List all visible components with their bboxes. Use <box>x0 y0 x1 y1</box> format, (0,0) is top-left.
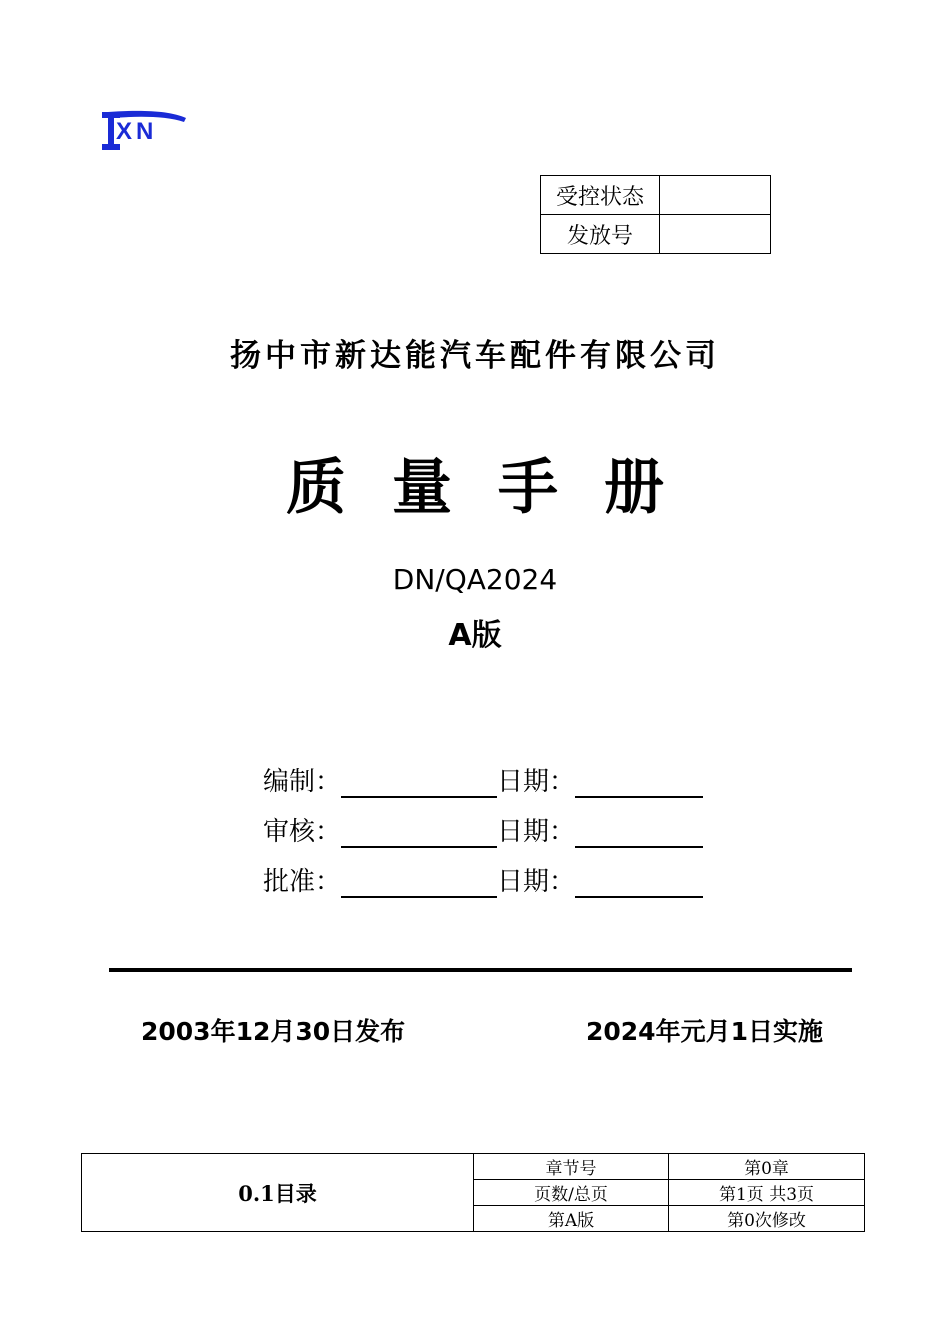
control-status-table <box>540 175 771 254</box>
footer-key: 页数/总页 <box>474 1180 669 1206</box>
control-status-label: 受控状态 <box>541 176 660 215</box>
signature-line[interactable] <box>341 766 497 798</box>
date-label: 日期： <box>497 817 576 847</box>
date-line[interactable] <box>575 816 703 848</box>
signature-row-approved <box>263 858 703 898</box>
release-date: 2003年12月30日发布 <box>141 1017 406 1046</box>
table-row <box>541 215 771 254</box>
signature-row-reviewed <box>263 808 703 848</box>
company-name: 扬中市新达能汽车配件有限公司 <box>230 338 720 374</box>
role-label: 编制： <box>263 767 342 797</box>
date-line[interactable] <box>575 866 703 898</box>
logo-text: XN <box>116 118 158 145</box>
date-line[interactable] <box>575 766 703 798</box>
issue-number-value <box>660 215 771 254</box>
role-label: 审核： <box>263 817 342 847</box>
footer-value: 第0次修改 <box>669 1206 865 1232</box>
edition-label: A版 <box>448 618 502 653</box>
role-label: 批准： <box>263 867 342 897</box>
footer-info-table <box>81 1153 865 1232</box>
table-row <box>541 176 771 215</box>
date-label: 日期： <box>497 767 576 797</box>
issue-number-label: 发放号 <box>541 215 660 254</box>
date-label: 日期： <box>497 867 576 897</box>
control-status-value <box>660 176 771 215</box>
horizontal-divider <box>109 968 852 972</box>
footer-key: 第A版 <box>474 1206 669 1232</box>
document-code: DN/QA2024 <box>392 563 558 596</box>
footer-key: 章节号 <box>474 1154 669 1180</box>
effective-date: 2024年元月1日实施 <box>586 1017 823 1046</box>
document-title: 质量手册 <box>286 453 710 523</box>
footer-value: 第1页 共3页 <box>669 1180 865 1206</box>
section-title: 0.1目录 <box>82 1154 474 1232</box>
signature-line[interactable] <box>341 866 497 898</box>
signature-row-prepared <box>263 758 703 798</box>
footer-value: 第0章 <box>669 1154 865 1180</box>
table-row <box>82 1154 865 1180</box>
signature-line[interactable] <box>341 816 497 848</box>
